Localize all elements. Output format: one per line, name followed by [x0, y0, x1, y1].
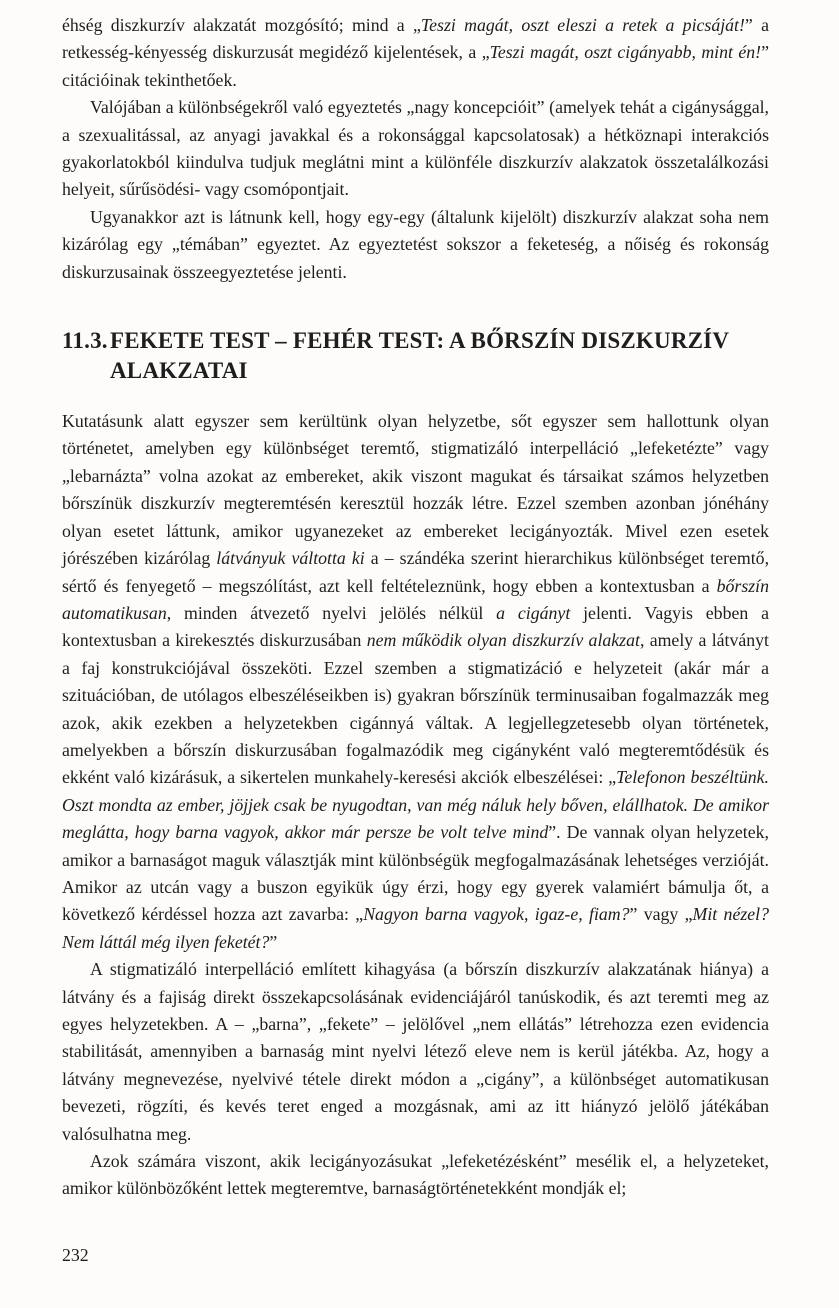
quote-italic: Teszi magát, oszt eleszi a retek a picsáját! [420, 15, 745, 35]
text-run: ” [269, 931, 278, 952]
section-title-line2: ALAKZATAI [110, 358, 248, 384]
quote-italic: Nagyon barna vagyok, igaz-e, fiam? [363, 904, 630, 925]
emphasis-italic: bőrszín automatikusan [62, 575, 769, 623]
paragraph: Azok számára viszont, akik lecigányozásukat „lefeketézésként” mesélik el, a helyzeteket, amikor különbözőként lettek megteremtve, barnaságtörténetekként mondják el; [62, 1151, 769, 1199]
page-number: 232 [62, 1245, 89, 1265]
quote-italic: Telefonon beszéltünk. Oszt mondta az ember, jöjjek csak be nyugodtan, van még náluk hely bőven, elállhatok. De amikor meglátta, hogy barna vagyok, akkor már persze be volt telve mind [62, 767, 769, 843]
paragraph: A stigmatizáló interpelláció említett kihagyása (a bőrszín diszkurzív alakzatának hiánya) a látvány és a fajiság direkt összekapcsolásának evidenciájáról tanúskodik, és azt teremti meg az egyes helyzetekben. A – „barna”, „fekete” – jelölővel „nem ellátás” létrehozza ezen evidencia stabilitását, amennyiben a barnaság mint nyelvi létező eleve nem is kerül játékba. Az, hogy a látvány megnevezése, nyelvivé tétele direkt módon a „cigány”, a különbséget automatikusan bevezeti, rögzíti, és kevés teret enged a mozgásnak, ami az itt hiányzó jelölő játékában valósulhatna meg. [62, 959, 769, 1144]
section-title-line1: FEKETE TEST – FEHÉR TEST: A BŐRSZÍN DISZKURZÍV [110, 328, 730, 354]
quote-italic: Mit nézel? Nem láttál még ilyen feketét? [62, 904, 769, 952]
section-heading [62, 326, 769, 386]
paragraph: Valójában a különbségekről való egyeztetés „nagy koncepcióit” (amelyek tehát a cigánysággal, a szexualitással, az anyagi javakkal és a rokonsággal kapcsolatosak) a hétköznapi interakciós gyakorlatokból kiindulva tudjuk meglátni mint a különféle diszkurzív alakzatok összetalálkozási helyeit, sűrűsödési- vagy csomópontjait. [62, 97, 769, 200]
text-run: , minden átvezető nyelvi jelölés nélkül [166, 602, 497, 623]
text-run: a – szándéka szerint hierarchikus különbséget teremtő, sértő és fenyegető – megszólítást, azt kell feltételeznünk, hogy ebben a kontextusban a [62, 548, 770, 596]
text-run: jelenti. Vagyis ebben a kontextusban a kirekesztés diskurzusában [62, 602, 769, 651]
paragraph: Ugyanakkor azt is látnunk kell, hogy egy-egy (általunk kijelölt) diszkurzív alakzat soha nem kizárólag egy „témában” egyeztet. Az egyeztetést sokszor a feketeség, a nőiség és rokonság diskurzusainak összeegyeztetése jelenti. [62, 206, 769, 282]
text-run: éhség diszkurzív alakzatát mozgósító; mind a „ [62, 15, 421, 35]
paragraph-continuation [62, 12, 769, 94]
text-run: Kutatásunk alatt egyszer sem kerültünk olyan helyzetbe, sőt egyszer sem hallottunk olyan történetet, amelyben egy különbséget teremtő, stigmatizáló interpelláció „lefeketézte” vagy „lebarnázta” volna azokat az embereket, akik viszont magukat és társaikat számos helyzetben bőrszínük diszkurzív megteremtésén keresztül hozzák létre. Ezzel szemben azonban jónéhány olyan esetet láttunk, amikor ugyanezeket az embereket lecigányozták. Mivel ezen esetek jórészében kizárólag [62, 411, 769, 569]
text-run: ” a retkesség-kényesség diskurzusát megidéző kijelentések, a „ [62, 15, 769, 63]
text-run: , amely a látványt a faj konstrukciójával összeköti. Ezzel szemben a stigmatizáció e helyzeteit (akár már a szituációban, de utólagos elbeszéléseikben is) gyakran bőrszínük terminusaiban fogalmazzák meg azok, akik ezekben a helyzetekben cigánnyá váltak. A legjellegzetesebb olyan történetek, amelyekben a bőrszín diskurzusában fogalmazódik meg cigányként való megteremtődésük és ekként való kizárásuk, a sikertelen munkahely-keresési akciók elbeszélései: „ [62, 630, 769, 788]
paragraph [62, 408, 769, 956]
emphasis-italic: nem működik olyan diszkurzív alakzat [366, 630, 640, 651]
emphasis-italic: a cigányt [496, 602, 571, 623]
emphasis-italic: látványuk váltotta ki [216, 548, 365, 569]
text-run: ” citációinak tekinthetőek. [62, 42, 769, 90]
text-run: ” vagy „ [629, 904, 693, 925]
section-number: 11.3. [62, 328, 108, 354]
quote-italic: Teszi magát, oszt cigányabb, mint én! [489, 42, 762, 63]
text-run: ”. De vannak olyan helyzetek, amikor a barnaságot maguk választják mint különbségük megfogalmazásának lehetséges verzióját. Amikor az utcán vagy a buszon egyikük úgy érzi, hogy egy gyerek valamiért bámulja őt, a következő kérdéssel hozza azt zavarba: „ [62, 822, 769, 925]
